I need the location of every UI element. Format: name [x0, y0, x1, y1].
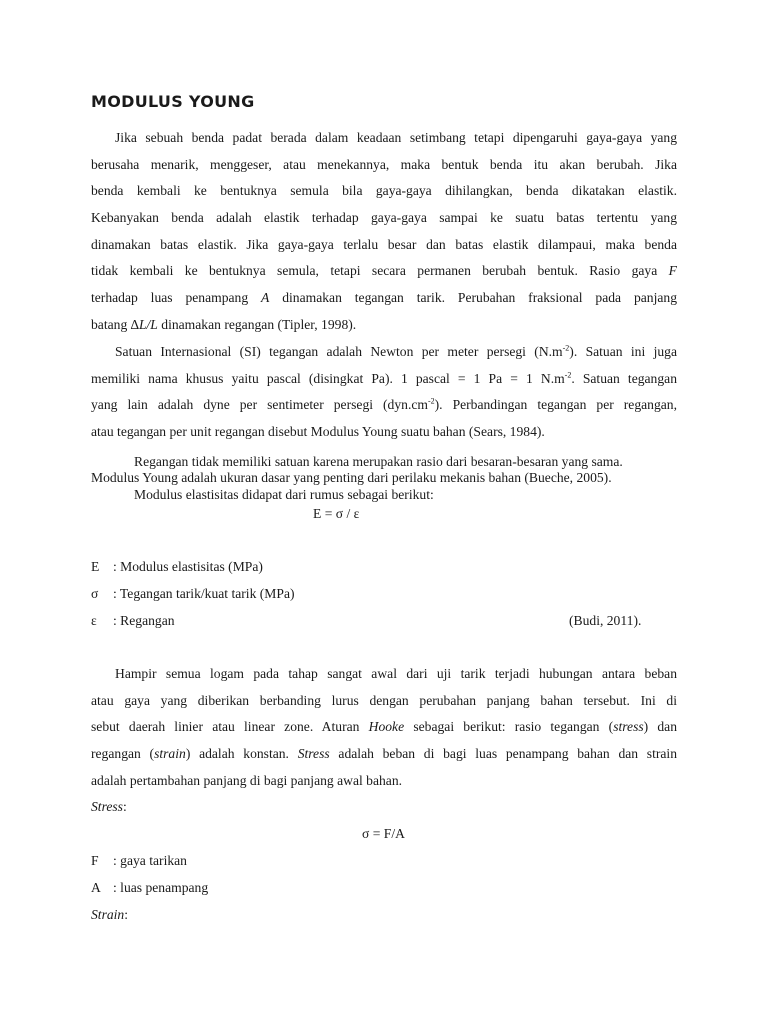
text-line: Regangan tidak memiliki satuan karena merupakan rasio dari besaran-besaran yang sama. [134, 454, 623, 469]
text-line: benda kembali ke bentuknya semula bila gaya-gaya dihilangkan, benda dikatakan elastik. [91, 183, 677, 199]
definition-row: σ : Tegangan tarik/kuat tarik (MPa) [91, 586, 295, 601]
text-line: Modulus Young adalah ukuran dasar yang penting dari perilaku mekanis bahan (Bueche, 2005). [91, 470, 612, 485]
text-line: atau gaya yang diberikan berbanding lurus dengan perubahan panjang bahan tersebut. Ini di [91, 692, 677, 708]
text-line: batang ∆L/L dinamakan regangan (Tipler, 1998). [91, 316, 357, 332]
formula-stress: σ = F/A [362, 826, 405, 841]
paragraph-hooke [91, 661, 677, 794]
text-line: dinamakan batas elastik. Jika gaya-gaya terlalu besar dan batas elastik dilampaui, maka benda [91, 236, 677, 252]
text-line: Kebanyakan benda adalah elastik terhadap gaya-gaya sampai ke suatu batas tertentu yang [91, 210, 677, 226]
text-line: berusaha menarik, menggeser, atau menekannya, maka bentuk benda itu akan berubah. Jika [91, 156, 677, 172]
text-line: terhadap luas penampang A dinamakan tegangan tarik. Perubahan fraksional pada panjang [91, 290, 677, 306]
paragraph-si-units [91, 339, 677, 446]
text-line: yang lain adalah dyne per sentimeter persegi $(dyn.cm^{-2})$. Perbandingan tegangan per regangan, [91, 396, 677, 413]
symbol-A: A [261, 290, 270, 306]
page-title: MODULUS YOUNG [91, 92, 255, 111]
text-line: adalah pertambahan panjang di bagi panjang awal bahan. [91, 772, 403, 788]
strain-heading: Strain: [91, 907, 129, 922]
text-line: sebut daerah linier atau linear zone. Aturan Hooke sebagai berikut: rasio tegangan (stress) dan [91, 719, 678, 735]
stress-heading: Stress: [91, 799, 127, 814]
formula-modulus: E = σ / ε [313, 506, 360, 521]
citation: (Budi, 2011). [569, 613, 642, 628]
paragraph-intro [91, 125, 677, 339]
text-line: tidak kembali ke bentuknya semula, tetapi secara permanen berubah bentuk. Rasio gaya F [91, 263, 677, 279]
symbol-delta-l: ∆L/L [130, 316, 158, 332]
text-line: regangan (strain) adalah konstan. Stress adalah beban di bagi luas penampang bahan dan strain [91, 746, 678, 762]
text-line: memiliki nama khusus yaitu pascal (disingkat Pa). 1 pascal = 1 Pa = 1 $N.m^{-2}$. Satuan tegangan [91, 370, 677, 386]
definition-row: ε : Regangan [91, 613, 175, 628]
definition-row: A : luas penampang [91, 880, 209, 895]
definition-row: F : gaya tarikan [91, 853, 187, 868]
definition-row: E : Modulus elastisitas (MPa) [91, 559, 263, 574]
text-line: Modulus elastisitas didapat dari rumus sebagai berikut: [134, 487, 434, 502]
symbol-F: F [668, 263, 677, 279]
text-line: atau tegangan per unit regangan disebut Modulus Young suatu bahan (Sears, 1984). [91, 424, 545, 440]
text-line: Satuan Internasional (SI) tegangan adalah Newton per meter persegi $(N.m^{-2})$. Satuan ini juga [115, 343, 677, 359]
text-line: Hampir semua logam pada tahap sangat awal dari uji tarik terjadi hubungan antara beban [115, 666, 677, 681]
text-line: Jika sebuah benda padat berada dalam keadaan setimbang tetapi dipengaruhi gaya-gaya yang [115, 130, 677, 145]
